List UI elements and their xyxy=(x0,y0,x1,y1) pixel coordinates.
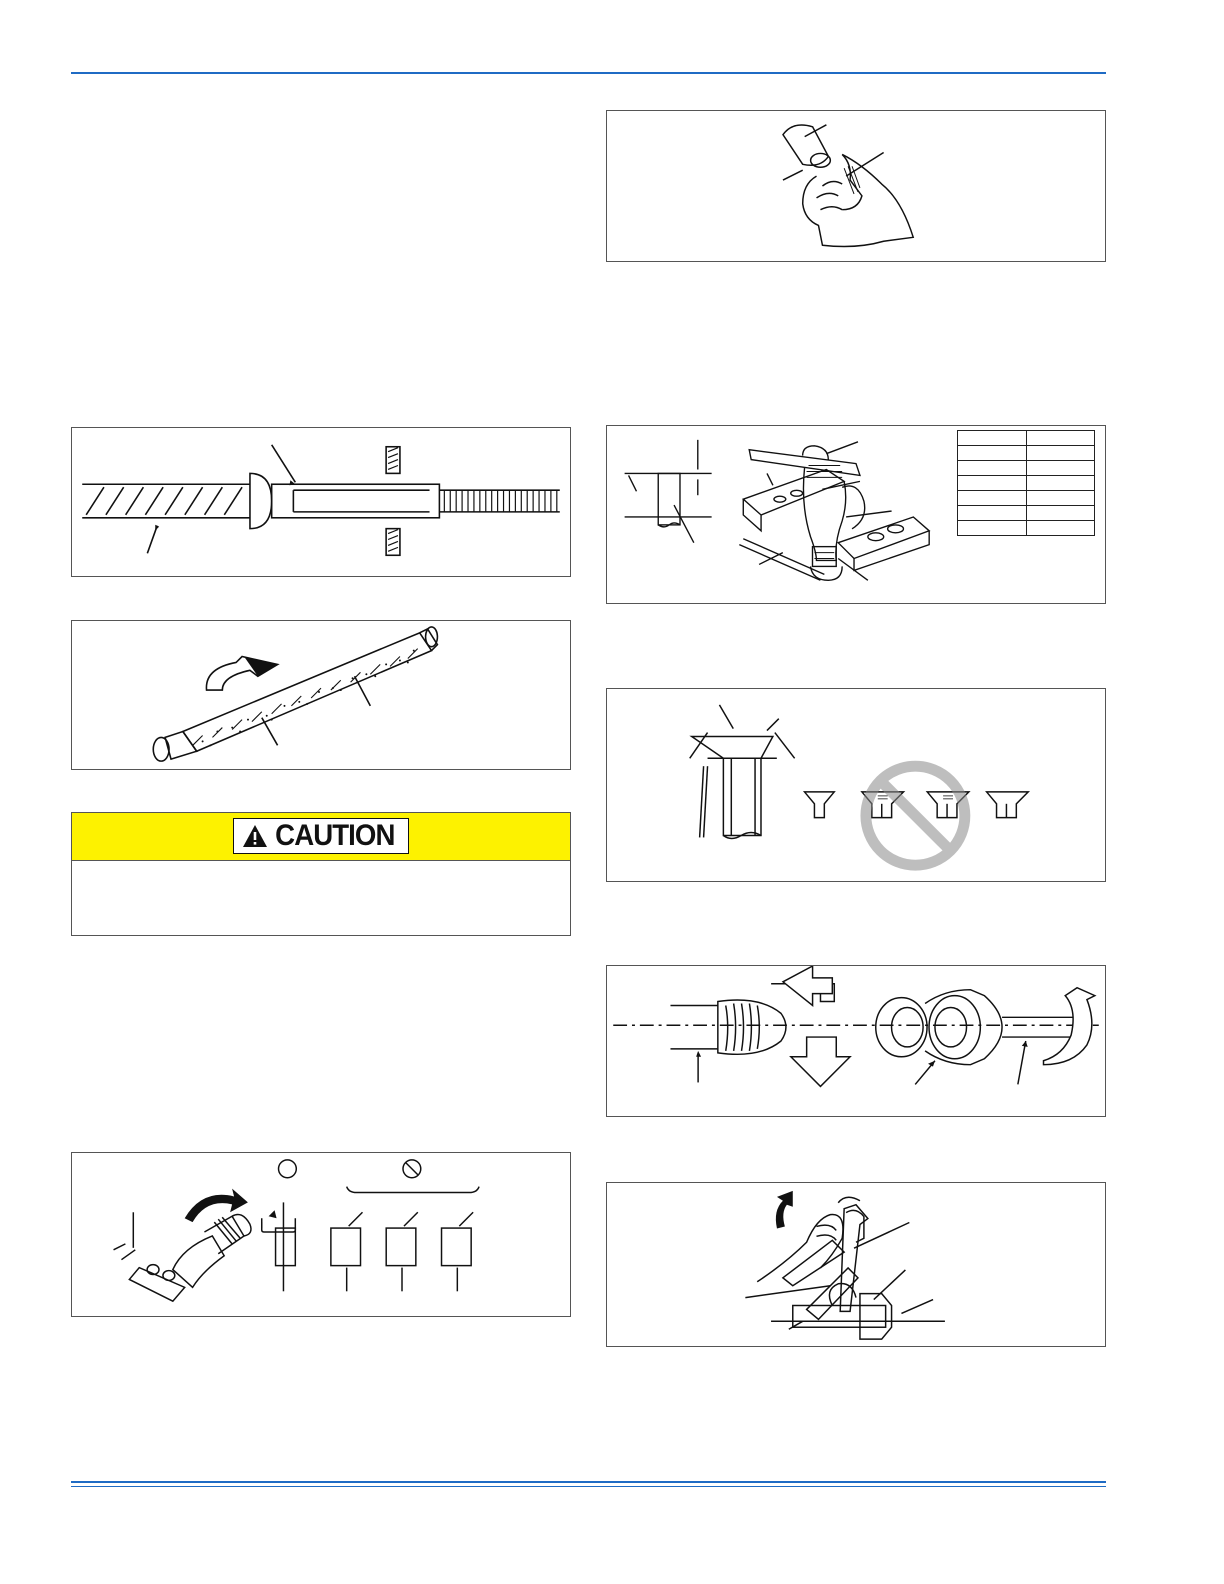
figure-pipe-wall-sleeve xyxy=(71,427,571,577)
taped-pipe-drawing xyxy=(72,621,570,769)
figure-wrench-tightening xyxy=(606,1182,1106,1347)
figure-flare-inspection xyxy=(606,688,1106,882)
footer-rule-thin xyxy=(71,1486,1106,1487)
header-rule xyxy=(71,72,1106,74)
pipe-through-wall-drawing xyxy=(72,428,570,576)
flare-nut-drawing xyxy=(607,966,1105,1116)
two-wrenches-drawing xyxy=(607,1183,1105,1346)
warning-triangle-icon xyxy=(242,824,268,848)
figure-flare-nut-connection xyxy=(606,965,1106,1117)
caution-box xyxy=(71,812,571,936)
footer-rule-thick xyxy=(71,1481,1106,1483)
figure-pipe-cutter xyxy=(71,1152,571,1317)
caution-label xyxy=(233,818,409,854)
flare-shapes-drawing xyxy=(607,689,1105,881)
figure-burr-removal xyxy=(606,110,1106,262)
prohibited-icon xyxy=(866,766,965,865)
pipe-cutter-drawing xyxy=(72,1153,570,1316)
caution-banner xyxy=(72,813,570,861)
reamer-hand-drawing xyxy=(607,111,1105,261)
flare-dimension-table xyxy=(957,430,1095,536)
figure-tape-wrapped-pipe xyxy=(71,620,571,770)
caution-word: CAUTION xyxy=(275,819,395,852)
